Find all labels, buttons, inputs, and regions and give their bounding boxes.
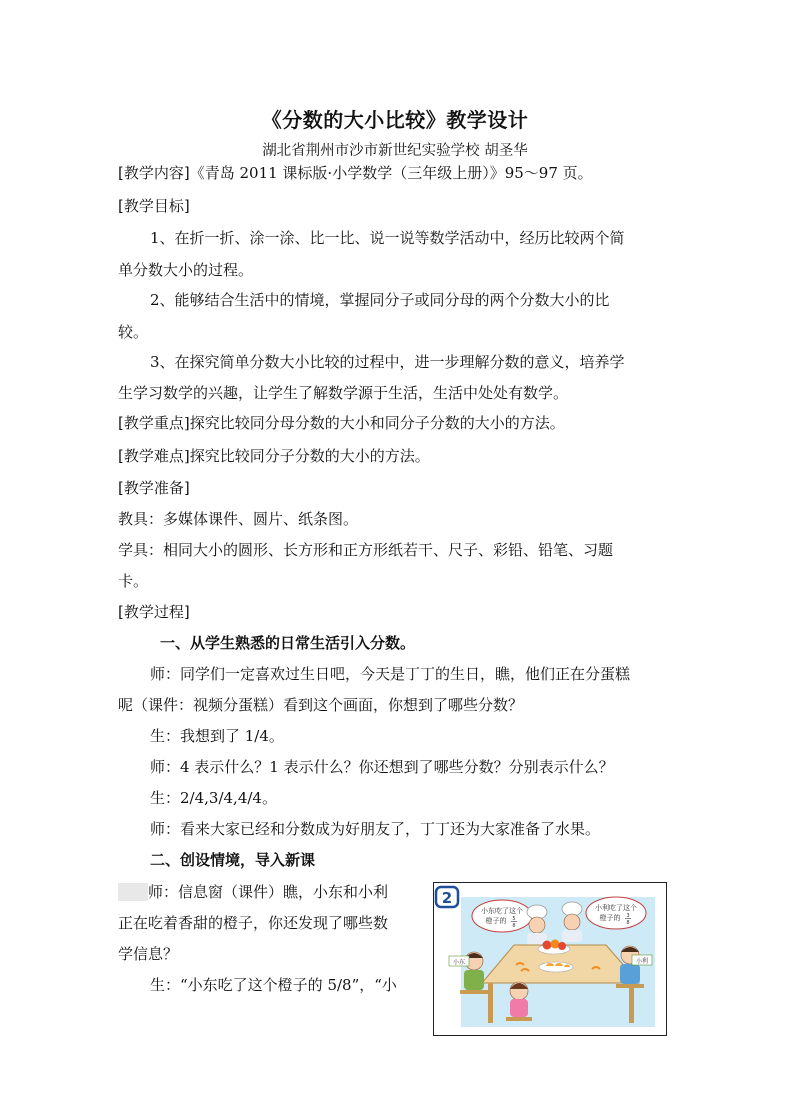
goals-label: [教学目标] <box>118 197 190 215</box>
speech-bubble-left <box>472 900 532 932</box>
bubble-left-denominator: 8 <box>512 923 516 929</box>
teaching-content-label: [教学内容] <box>118 164 190 182</box>
bubble-left-line-2: 橙子的 <box>485 917 507 925</box>
orange-plate <box>539 962 573 972</box>
name-tag-left: 小东 <box>452 959 466 966</box>
speech-bubble-right <box>586 897 646 929</box>
teaching-content <box>118 163 593 183</box>
goal-1-line-1: 1、在折一折、涂一涂、比一比、说一说等数学活动中，经历比较两个简 <box>150 229 625 247</box>
preparation-label: [教学准备] <box>118 479 190 497</box>
info-window-scene <box>434 883 666 1035</box>
paragraph-5: 师：看来大家已经和分数成为好朋友了，丁丁还为大家准备了水果。 <box>150 820 601 838</box>
paragraph-1-line-2: 呢（课件：视频分蛋糕）看到这个画面，你想到了哪些分数？ <box>118 696 524 714</box>
teaching-content-text: 《青岛 2011 课标版·小学数学（三年级上册）》95～97 页。 <box>189 164 593 182</box>
bubble-right-line-2: 橙子的 <box>599 914 621 922</box>
student-materials-line-1: 学具：相同大小的圆形、长方形和正方形纸若干、尺子、彩铅、铅笔、习题 <box>118 541 614 559</box>
bubble-right-line-1: 小利吃了这个 <box>595 904 637 912</box>
teacher-materials: 教具：多媒体课件、圆片、纸条图。 <box>118 510 359 528</box>
chef-right <box>562 902 582 942</box>
paragraph-6-line-1 <box>118 882 388 902</box>
goal-2-line-2: 较。 <box>118 323 149 341</box>
chef-left <box>527 905 547 945</box>
difficulty-label: [教学难点 <box>118 447 184 465</box>
difficulty-bracket: ] <box>183 447 190 465</box>
info-window-illustration <box>433 882 667 1036</box>
section-2-title: 二、创设情境，导入新课 <box>150 851 316 869</box>
key-point <box>118 413 565 433</box>
bubble-left-line-1: 小东吃了这个 <box>481 907 523 915</box>
key-point-label: [教学重点 <box>118 414 184 432</box>
name-tag-right: 小利 <box>635 958 649 965</box>
goal-3-line-2: 生学习数学的兴趣，让学生了解数学源于生活，生活中处处有数学。 <box>118 384 569 402</box>
indent-highlight <box>118 883 148 901</box>
goal-3-line-1: 3、在探究简单分数大小比较的过程中，进一步理解分数的意义，培养学 <box>150 353 625 371</box>
bubble-right-numerator: 3 <box>626 913 630 919</box>
bubble-right-denominator: 8 <box>626 920 630 926</box>
student-materials-line-2: 卡。 <box>118 572 149 590</box>
difficulty-text: 探究比较同分子分数的大小的方法。 <box>189 447 430 465</box>
author-line: 湖北省荆州市沙市新世纪实验学校 胡圣华 <box>262 143 528 159</box>
table-leg-left <box>488 983 493 1023</box>
key-point-bracket: ] <box>183 414 190 432</box>
paragraph-6-line-2: 正在吃着香甜的橙子，你还发现了哪些数 <box>118 914 389 932</box>
section-1-title: 一、从学生熟悉的日常生活引入分数。 <box>160 634 416 652</box>
process-label: [教学过程] <box>118 603 190 621</box>
bubble-left-numerator: 5 <box>512 916 516 922</box>
paragraph-2: 生：我想到了 1/4。 <box>150 727 284 745</box>
window-number: 2 <box>441 889 453 907</box>
paragraph-6-line-1-text: 师：信息窗（课件）瞧，小东和小利 <box>148 883 389 901</box>
key-point-text: 探究比较同分母分数的大小和同分子分数的大小的方法。 <box>189 414 565 432</box>
paragraph-7: 生：“小东吃了这个橙子的 5/8”，“小 <box>150 976 397 994</box>
difficulty <box>118 446 430 466</box>
goal-1-line-2: 单分数大小的过程。 <box>118 261 254 279</box>
table-leg-right <box>629 983 634 1023</box>
paragraph-6-line-3: 学信息？ <box>118 945 179 963</box>
paragraph-3: 师：4 表示什么？1 表示什么？你还想到了哪些分数？分别表示什么？ <box>150 758 614 776</box>
goal-2-line-1: 2、能够结合生活中的情境，掌握同分子或同分母的两个分数大小的比 <box>150 291 610 309</box>
document-title: 《分数的大小比较》教学设计 <box>261 108 529 132</box>
paragraph-4: 生：2/4,3/4,4/4。 <box>150 789 277 807</box>
paragraph-1-line-1: 师：同学们一定喜欢过生日吧，今天是丁丁的生日，瞧，他们正在分蛋糕 <box>150 665 631 683</box>
